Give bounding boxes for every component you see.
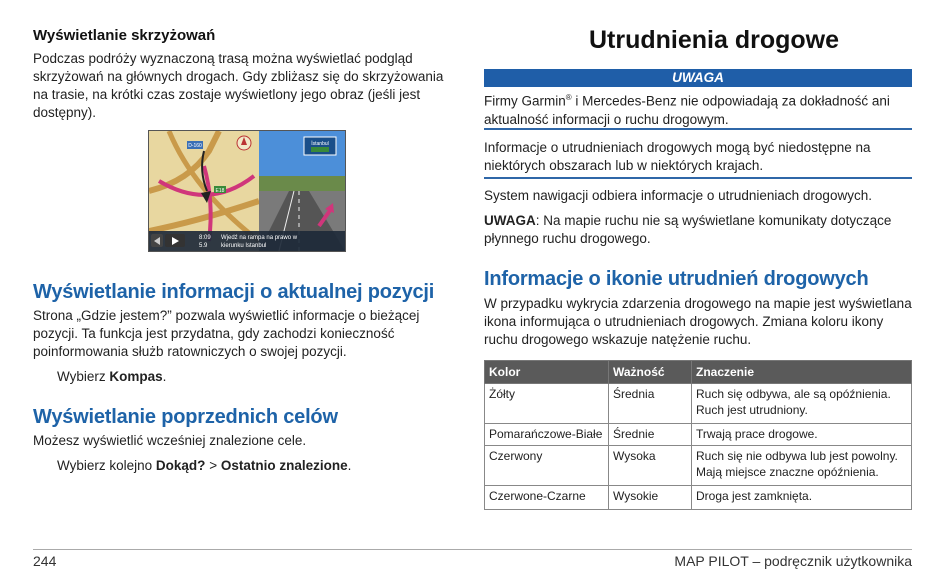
table-row: Czerwony Wysoka Ruch się nie odbywa lub jest powolny. Mają miejsce znaczne opóźnienia. xyxy=(485,446,912,486)
footer-divider xyxy=(33,549,912,550)
svg-text:kierunku Istanbul: kierunku Istanbul xyxy=(221,243,267,249)
header-kolor: Kolor xyxy=(485,361,609,384)
uwaga-text: UWAGA: Na mapie ruchu nie są wyświetlane komunikaty dotyczące płynnego ruchu drogowego. xyxy=(484,213,892,246)
distance-remaining: 5.9 xyxy=(199,243,208,249)
table-header-row xyxy=(485,361,912,384)
eta-time: 8:09 xyxy=(199,235,211,241)
note-text-1: Firmy Garmin® i Mercedes-Benz nie odpowiadają za dokładność ani aktualność informacji o ruchu drogowym. xyxy=(484,93,890,127)
note-text-2: Informacje o utrudnieniach drogowych mogą być niedostępne na niektórych obszarach lub w niektórych krajach. xyxy=(484,140,871,173)
position-heading: Wyświetlanie informacji o aktualnej pozycji xyxy=(33,281,435,303)
sign-text: İstanbul xyxy=(311,141,329,147)
position-step: Wybierz Kompas. xyxy=(57,369,167,384)
table-row: Żółty Średnia Ruch się odbywa, ale są opóźnienia. Ruch jest utrudniony. xyxy=(485,384,912,424)
kompas-label: Kompas xyxy=(109,369,163,384)
icon-heading: Informacje o ikonie utrudnień drogowych xyxy=(484,268,869,290)
icon-text: W przypadku wykrycia zdarzenia drogowego na mapie jest wyświetlana ikona informująca o utrudnieniach drogowych. Zmiana koloru ikony ruchu drogowego wskazuje natężenie ruchu. xyxy=(484,296,912,347)
divider xyxy=(484,128,912,130)
intersection-text: Podczas podróży wyznaczoną trasą można wyświetlać podgląd skrzyżowań na głównych drogach. Gdy zbliżasz się do skrzyżowania na trasie, na krótki czas zostaje wyświetlony jego obraz (jeśli jest dostępny). xyxy=(33,51,444,120)
table-row: Pomarańczowe-Białe Średnie Trwają prace drogowe. xyxy=(485,424,912,446)
traffic-color-table xyxy=(484,360,912,510)
header-waznosc: Ważność xyxy=(609,361,692,384)
svg-text:Wjedź na rampa na prawo w: Wjedź na rampa na prawo w xyxy=(221,235,298,241)
ostatnio-znalezione-label: Ostatnio znalezione xyxy=(220,458,348,473)
road-label-2: E18 xyxy=(215,188,225,194)
system-text: System nawigacji odbiera informacje o utrudnieniach drogowych. xyxy=(484,188,872,203)
previous-step: Wybierz kolejno Dokąd? > Ostatnio znalezione. xyxy=(57,458,352,473)
junction-view-image xyxy=(148,130,346,252)
junction-view-illustration xyxy=(149,131,345,251)
header-znaczenie: Znaczenie xyxy=(692,361,912,384)
page-title: Utrudnienia drogowe xyxy=(589,26,839,54)
dokad-label: Dokąd? xyxy=(155,458,206,473)
previous-text: Możesz wyświetlić wcześniej znalezione cele. xyxy=(33,433,307,448)
manual-title: MAP PILOT – podręcznik użytkownika xyxy=(674,553,912,569)
previous-heading: Wyświetlanie poprzednich celów xyxy=(33,406,338,428)
road-label-1: D-160 xyxy=(188,143,202,149)
table-row: Czerwone-Czarne Wysokie Droga jest zamknięta. xyxy=(485,486,912,510)
intersection-heading: Wyświetlanie skrzyżowań xyxy=(33,27,216,44)
page-number: 244 xyxy=(33,553,57,569)
note-banner: UWAGA xyxy=(484,69,912,87)
divider xyxy=(484,177,912,179)
position-text: Strona „Gdzie jestem?” pozwala wyświetlić informacje o bieżącej pozycji. Ta funkcja jest przydatna, gdy zachodzi konieczność poinformowania służb ratowniczych o swojej pozycji. xyxy=(33,308,420,359)
